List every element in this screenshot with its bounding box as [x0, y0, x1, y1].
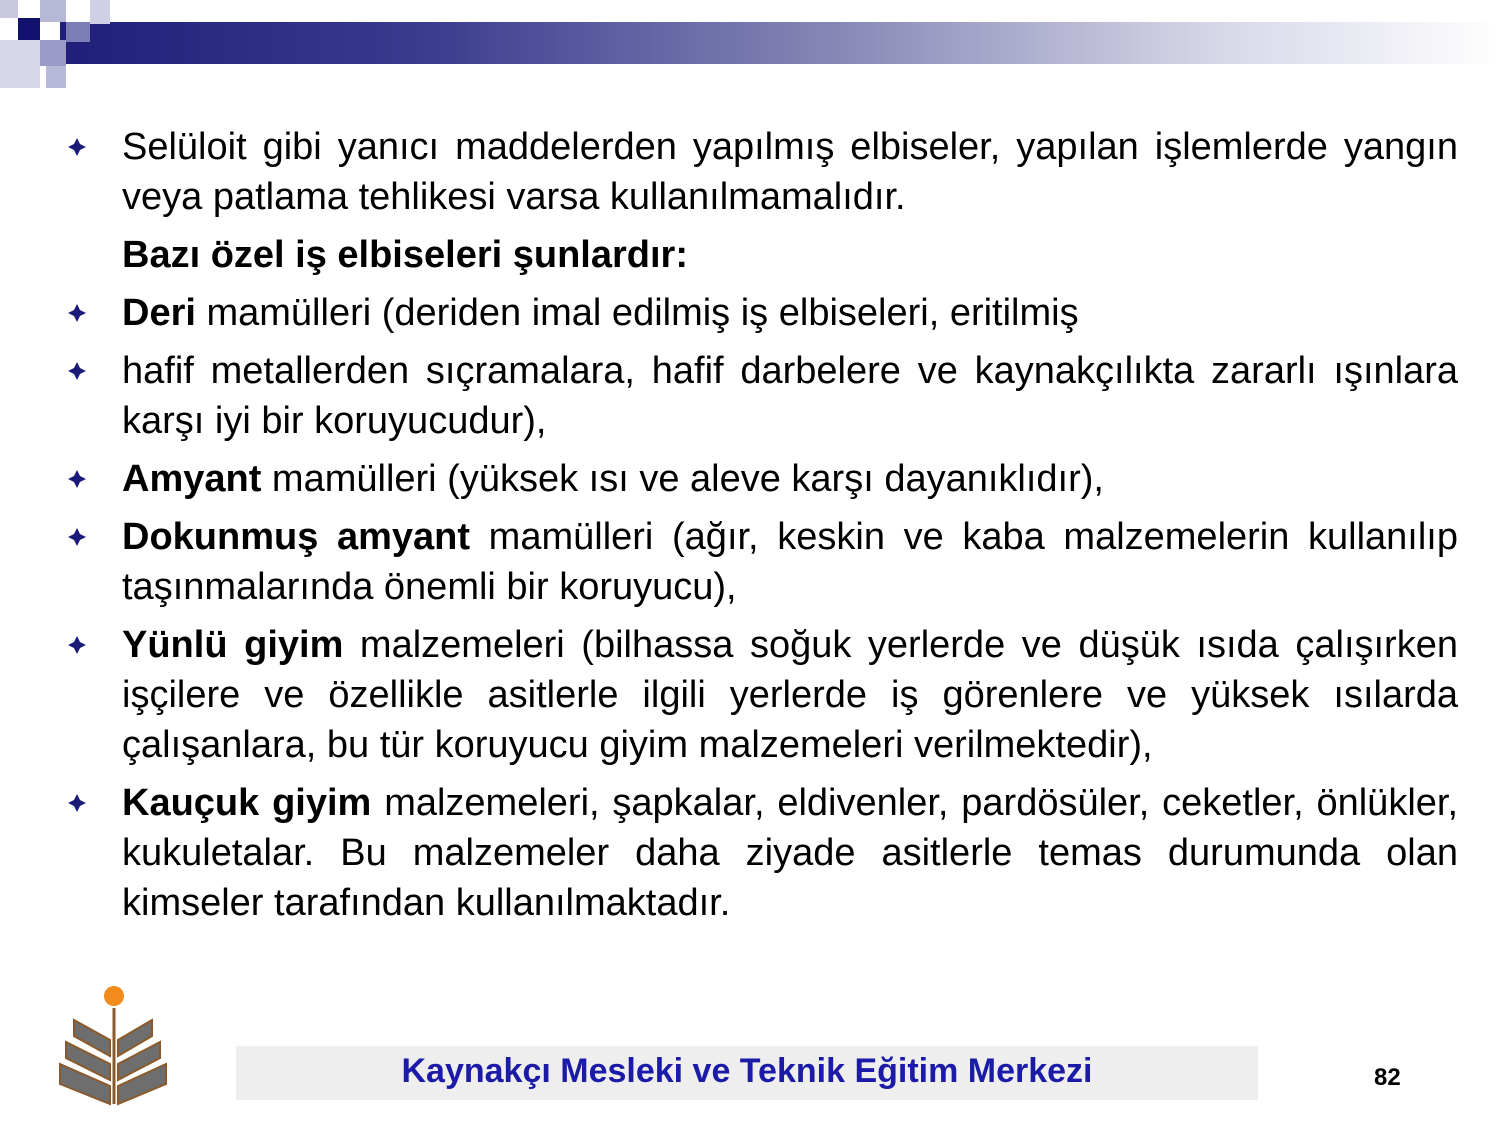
bullet-item-text: mamülleri (yüksek ısı ve aleve karşı dayanıklıdır),: [261, 458, 1104, 500]
bullet-item-bold: Deri: [122, 292, 196, 334]
diamond-bullet-icon: [66, 634, 88, 656]
footer-bar: [236, 1046, 1258, 1100]
bullet-item-text: Selüloit gibi yanıcı maddelerden yapılmış elbiseler, yapılan işlemlerde yangın veya patlama tehlikesi varsa kullanılmamalıdır.: [122, 126, 1458, 218]
bullet-item: [60, 512, 1458, 612]
bullet-item-text: malzemeleri (bilhassa soğuk yerlerde ve düşük ısıda çalışırken işçilere ve özellikle asitlerle ilgili yerlerde iş görenlere ve yüksek ısılarda çalışanlara, bu tür koruyucu giyim malzemeleri verilmektedir),: [122, 624, 1458, 766]
slide-content: [60, 122, 1458, 936]
bullet-item: [60, 454, 1458, 504]
diamond-bullet-icon: [66, 136, 88, 158]
diamond-bullet-icon: [66, 468, 88, 490]
bullet-item-bold: Dokunmuş amyant: [122, 516, 471, 558]
bullet-item: [60, 288, 1458, 338]
school-book-logo-icon: [52, 984, 174, 1108]
bullet-item: [60, 620, 1458, 770]
bullet-item: [60, 346, 1458, 446]
footer-title: Kaynakçı Mesleki ve Teknik Eğitim Merkezi: [401, 1052, 1093, 1090]
diamond-bullet-icon: [66, 526, 88, 548]
bullet-item-bold: Kauçuk giyim: [122, 782, 372, 824]
header-gradient-band: [60, 22, 1500, 64]
header-squares-decoration: [0, 0, 120, 90]
bullet-item-text: mamülleri (ağır, keskin ve kaba malzemelerin kullanılıp taşınmalarında önemli bir koruyucu),: [122, 516, 1458, 608]
bullet-item-bold: Yünlü giyim: [122, 624, 344, 666]
bullet-item: [60, 122, 1458, 222]
bullet-item-text: mamülleri (deriden imal edilmiş iş elbiseleri, eritilmiş: [195, 292, 1079, 334]
bullet-item-text: hafif metallerden sıçramalara, hafif darbelere ve kaynakçılıkta zararlı ışınlara karşı iyi bir koruyucudur),: [122, 350, 1458, 442]
bullet-item-bold: Amyant: [122, 458, 262, 500]
diamond-bullet-icon: [66, 302, 88, 324]
subheading: Bazı özel iş elbiseleri şunlardır:: [122, 234, 688, 276]
diamond-bullet-icon: [66, 792, 88, 814]
bullet-item-text: malzemeleri, şapkalar, eldivenler, pardösüler, ceketler, önlükler, kukuletalar. Bu malzemeler daha ziyade asitlerle temas durumunda olan kimseler tarafından kullanılmaktadır.: [122, 782, 1459, 924]
bullet-item: [60, 778, 1458, 928]
page-number: 82: [1374, 1064, 1401, 1091]
diamond-bullet-icon: [66, 360, 88, 382]
